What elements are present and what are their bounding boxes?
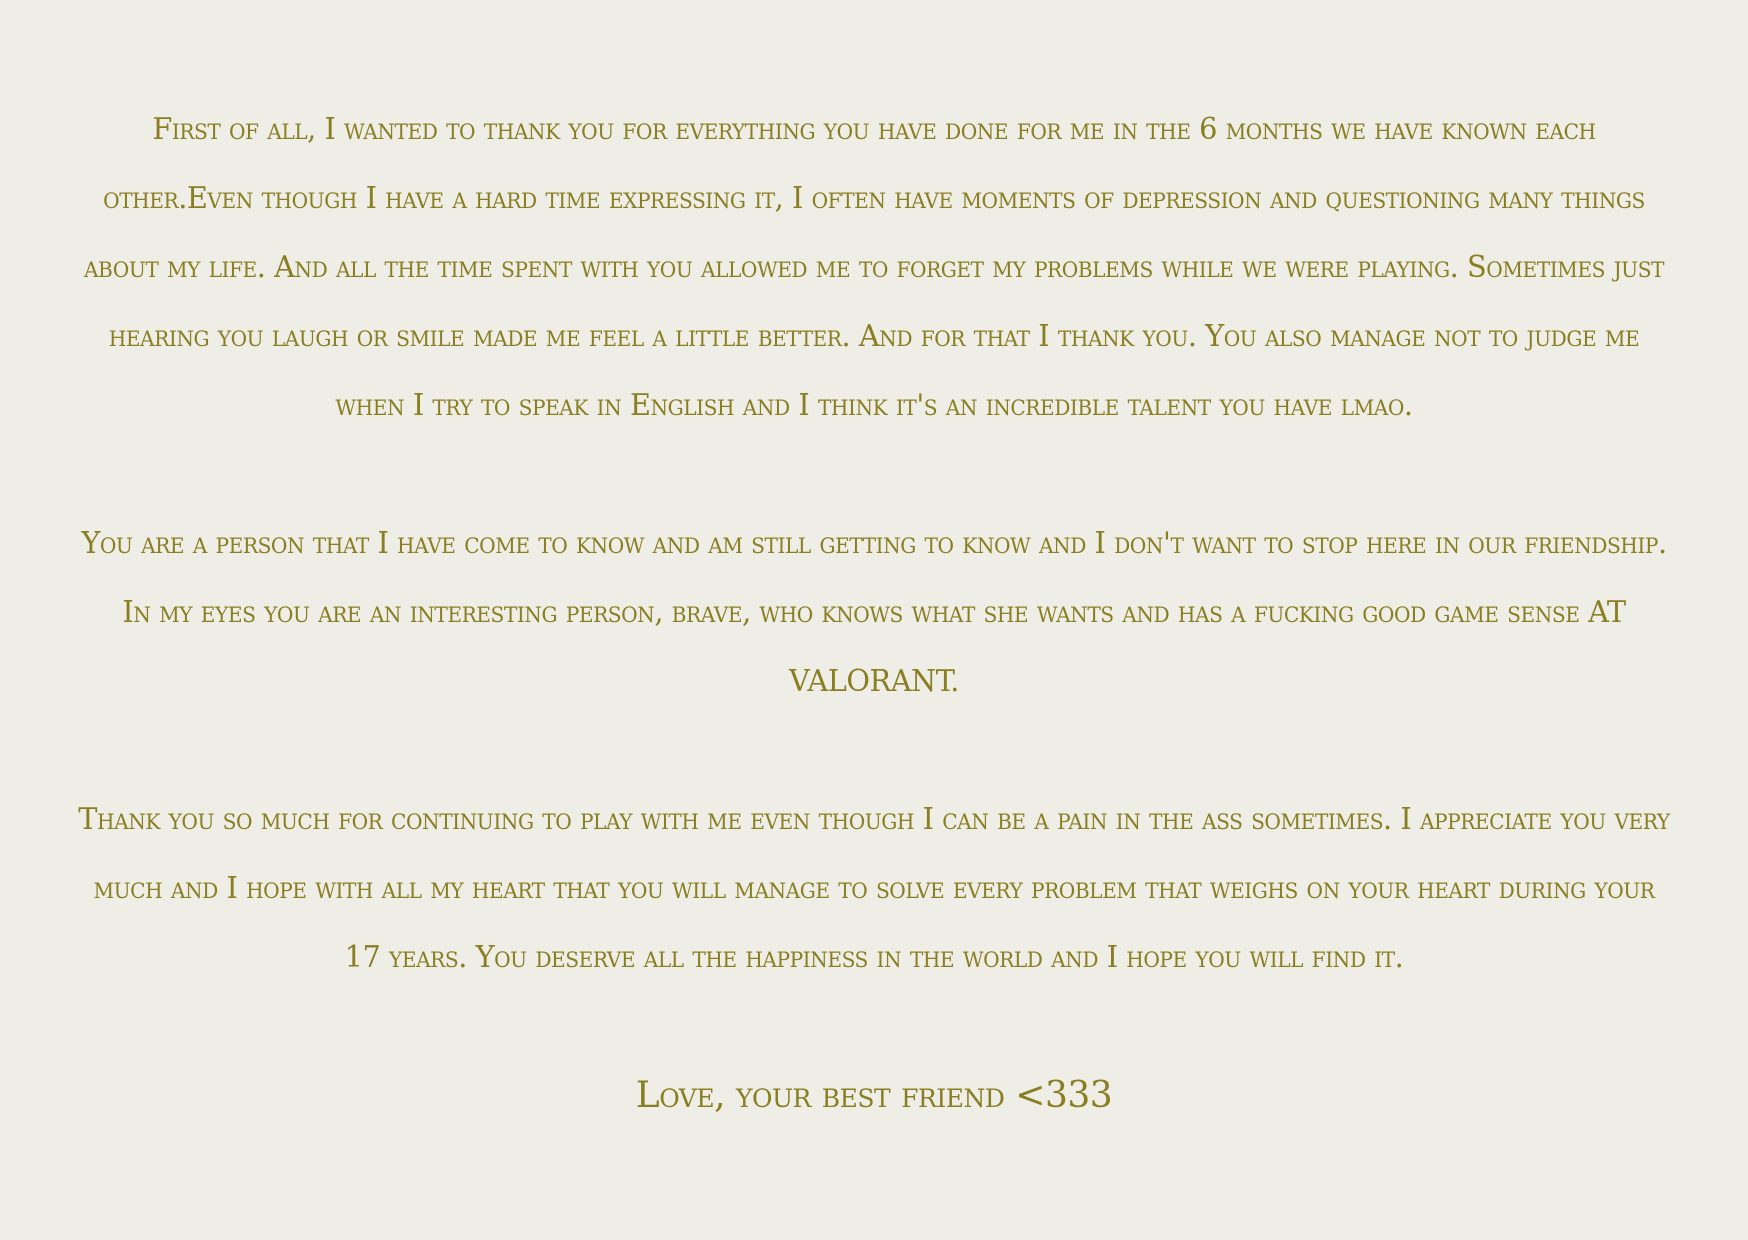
letter-signoff: Love, your best friend <333 [635, 1075, 1113, 1116]
paragraph-spacer [40, 440, 1708, 509]
paragraph-friendship: You are a person that I have come to know and am still getting to know and I don't want to stop here in our friendship. In my eyes you are an interesting person, brave, who knows what she wants and has a fucking good game sense AT VALORANT. [81, 526, 1667, 699]
paragraph-spacer [40, 992, 1708, 1061]
paragraph-spacer [40, 716, 1708, 785]
paragraph-gratitude: First of all, I wanted to thank you for everything you have done for me in the 6 months we have known each other.Even though I have a hard time expressing it, I often have moments of depression and questioning many things about my life. And all the time spent with you allowed me to forget my problems while we were playing. Sometimes just hearing you laugh or smile made me feel a little better. And for that I thank you. You also manage not to judge me when I try to speak in English and I think it's an incredible talent you have lmao. [83, 112, 1665, 423]
letter-body [40, 95, 1708, 1130]
paragraph-wishes: Thank you so much for continuing to play with me even though I can be a pain in the ass sometimes. I appreciate you very much and I hope with all my heart that you will manage to solve every problem that weighs on your heart during your 17 years. You deserve all the happiness in the world and I hope you will find it. [78, 802, 1670, 975]
